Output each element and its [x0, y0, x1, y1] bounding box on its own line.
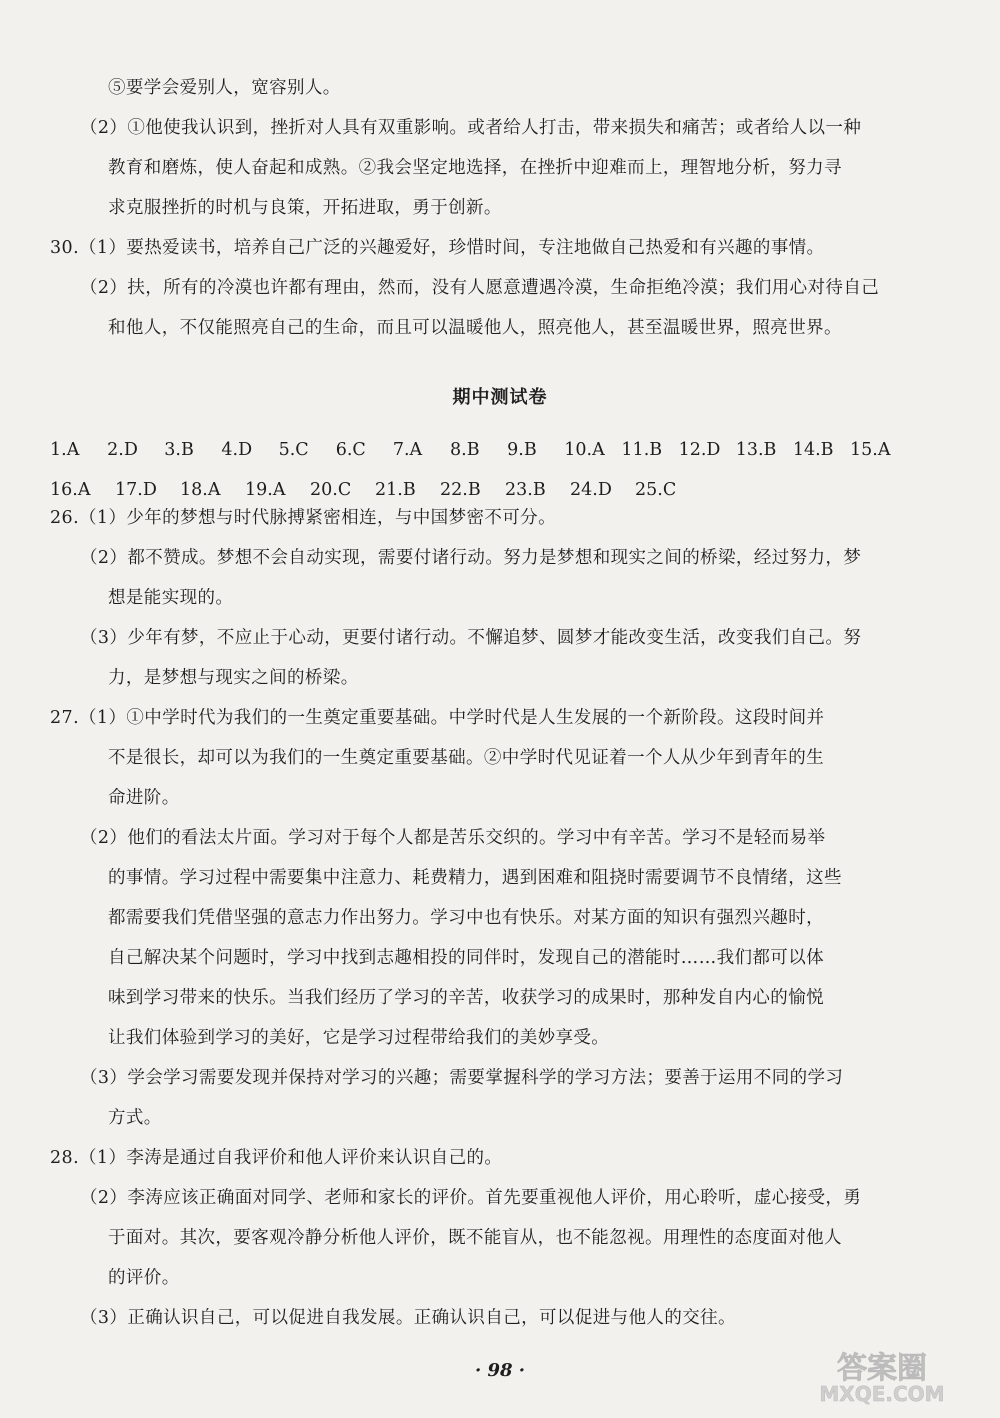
answer-item: 12.D — [678, 440, 721, 460]
answer-item: 4.D — [221, 440, 253, 460]
answer-item: 19.A — [245, 480, 286, 500]
answer-item: 17.D — [115, 480, 157, 500]
answer-item: 20.C — [310, 480, 352, 500]
text-line: （2）①他使我认识到，挫折对人具有双重影响。或者给人打击，带来损失和痛苦；或者给人以一种 — [80, 118, 862, 138]
text-line: 28.（1）李涛是通过自我评价和他人评价来认识自己的。 — [50, 1148, 503, 1168]
text-line: 的事情。学习过程中需要集中注意力、耗费精力，遇到困难和阻挠时需要调节不良情绪，这些 — [108, 868, 842, 888]
text-line: ⑤要学会爱别人，宽容别人。 — [108, 78, 341, 98]
text-line: （2）他们的看法太片面。学习对于每个人都是苦乐交织的。学习中有辛苦。学习不是轻而易举 — [80, 828, 826, 848]
answer-item: 18.A — [180, 480, 221, 500]
text-line: （2）都不赞成。梦想不会自动实现，需要付诸行动。努力是梦想和现实之间的桥梁，经过努力，梦 — [80, 548, 862, 568]
answer-item: 15.A — [850, 440, 891, 460]
text-line: 的评价。 — [108, 1268, 180, 1288]
text-line: 自己解决某个问题时，学习中找到志趣相投的同伴时，发现自己的潜能时……我们都可以体 — [108, 948, 824, 968]
answer-item: 9.B — [507, 440, 537, 460]
answer-item: 6.C — [335, 440, 366, 460]
answer-item: 13.B — [735, 440, 777, 460]
answer-item: 7.A — [392, 440, 423, 460]
answer-item: 5.C — [278, 440, 309, 460]
text-line: 让我们体验到学习的美好，它是学习过程带给我们的美妙享受。 — [108, 1028, 610, 1048]
text-line: （3）少年有梦，不应止于心动，更要付诸行动。不懈追梦、圆梦才能改变生活，改变我们自己。努 — [80, 628, 862, 648]
text-line: 27.（1）①中学时代为我们的一生奠定重要基础。中学时代是人生发展的一个新阶段。这段时间并 — [50, 708, 825, 728]
section-title: 期中测试卷 — [452, 387, 548, 408]
text-line: 教育和磨炼，使人奋起和成熟。②我会坚定地选择，在挫折中迎难而上，理智地分析，努力寻 — [108, 158, 842, 178]
answer-item: 3.B — [164, 440, 194, 460]
answer-item: 25.C — [635, 480, 677, 500]
text-line: 不是很长，却可以为我们的一生奠定重要基础。②中学时代见证着一个人从少年到青年的生 — [108, 748, 824, 768]
text-line: 命进阶。 — [108, 788, 180, 808]
text-line: （2）扶，所有的冷漠也许都有理由，然而，没有人愿意遭遇冷漠，生命拒绝冷漠；我们用心对待自己 — [80, 278, 880, 298]
text-line: 和他人，不仅能照亮自己的生命，而且可以温暖他人，照亮他人，甚至温暖世界，照亮世界。 — [108, 318, 842, 338]
answer-item: 21.B — [375, 480, 416, 500]
text-line: 求克服挫折的时机与良策，开拓进取，勇于创新。 — [108, 198, 502, 218]
text-line: 于面对。其次，要客观冷静分析他人评价，既不能盲从，也不能忽视。用理性的态度面对他人 — [108, 1228, 842, 1248]
text-line: （3）正确认识自己，可以促进自我发展。正确认识自己，可以促进与他人的交往。 — [80, 1308, 736, 1328]
text-line: 都需要我们凭借坚强的意志力作出努力。学习中也有快乐。对某方面的知识有强烈兴趣时， — [108, 908, 824, 928]
text-line: 味到学习带来的快乐。当我们经历了学习的辛苦，收获学习的成果时，那种发自内心的愉悦 — [108, 988, 824, 1008]
text-line: 想是能实现的。 — [108, 588, 234, 608]
page-number: · 98 · — [474, 1360, 526, 1381]
text-line: 方式。 — [108, 1108, 162, 1128]
text-line: 26.（1）少年的梦想与时代脉搏紧密相连，与中国梦密不可分。 — [50, 508, 556, 528]
text-line: 力，是梦想与现实之间的桥梁。 — [108, 668, 359, 688]
text-line: 30.（1）要热爱读书，培养自己广泛的兴趣爱好，珍惜时间，专注地做自己热爱和有兴趣的事情。 — [50, 238, 825, 258]
answer-item: 14.B — [792, 440, 834, 460]
answer-item: 1.A — [50, 440, 80, 460]
answer-item: 16.A — [50, 480, 91, 500]
answer-item: 23.B — [505, 480, 546, 500]
answer-item: 2.D — [107, 440, 138, 460]
answer-item: 22.B — [440, 480, 481, 500]
answer-item: 11.B — [621, 440, 663, 460]
answer-item: 10.A — [564, 440, 605, 460]
svg-text:答案圈: 答案圈 — [837, 1351, 927, 1386]
text-line: （2）李涛应该正确面对同学、老师和家长的评价。首先要重视他人评价，用心聆听，虚心接受，勇 — [80, 1188, 862, 1208]
answer-item: 8.B — [450, 440, 480, 460]
svg-text:MXQE.COM: MXQE.COM — [819, 1382, 945, 1406]
text-line: （3）学会学习需要发现并保持对学习的兴趣；需要掌握科学的学习方法；要善于运用不同的学习 — [80, 1068, 844, 1088]
answer-item: 24.D — [570, 480, 612, 500]
watermark-logo — [792, 1346, 972, 1406]
